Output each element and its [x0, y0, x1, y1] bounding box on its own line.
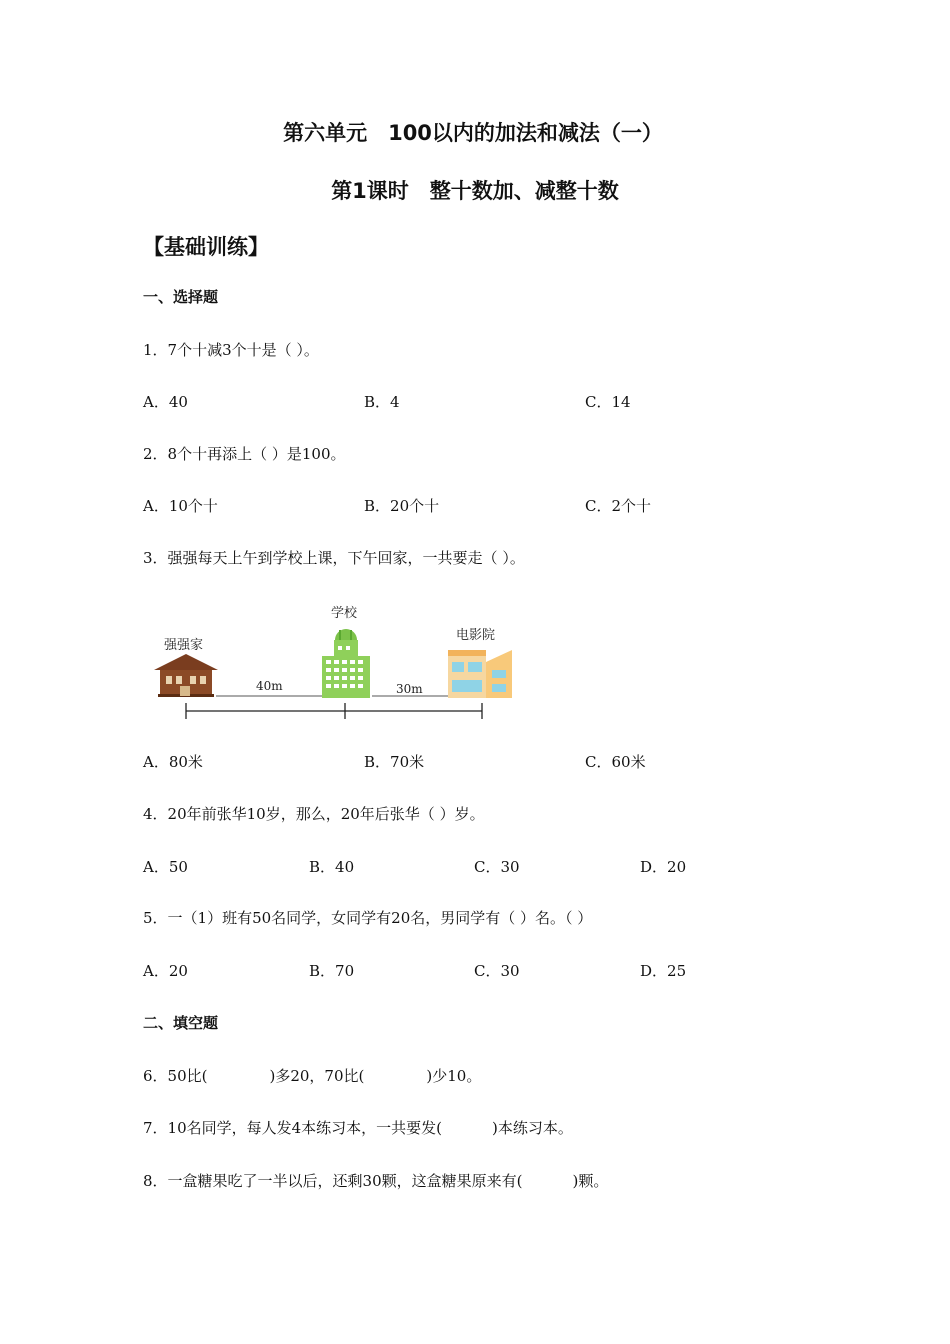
q4-option-b[interactable]: B．40	[309, 858, 355, 876]
question-6	[143, 1065, 481, 1086]
question-1: 1．7个十减3个十是（ ）。	[143, 341, 319, 359]
q6-text-b: )多20，70比(	[269, 1067, 365, 1085]
q6-text-a: 6．50比(	[143, 1067, 208, 1085]
section-heading: 【基础训练】	[143, 235, 269, 259]
q5-option-c[interactable]: C．30	[474, 962, 520, 980]
q5-option-b[interactable]: B．70	[309, 962, 355, 980]
route-diagram	[150, 598, 520, 723]
distance-label-2: 30m	[396, 682, 423, 696]
q7-text-b: )本练习本。	[492, 1119, 573, 1137]
q5-option-a[interactable]: A．20	[143, 962, 188, 980]
part1-heading: 一、选择题	[143, 288, 219, 306]
q8-text-b: )颗。	[572, 1172, 609, 1190]
question-3: 3．强强每天上午到学校上课，下午回家，一共要走（ ）。	[143, 549, 525, 567]
q4-option-d[interactable]: D．20	[640, 858, 687, 876]
question-7	[143, 1117, 573, 1138]
distance-label-1: 40m	[256, 679, 283, 693]
school-label: 学校	[331, 606, 358, 621]
q3-option-a[interactable]: A．80米	[143, 753, 203, 771]
q3-option-b[interactable]: B．70米	[364, 753, 425, 771]
q2-option-a[interactable]: A．10个十	[143, 497, 218, 515]
q8-text-a: 8．一盒糖果吃了一半以后，还剩30颗，这盒糖果原来有(	[143, 1172, 523, 1190]
question-8	[143, 1170, 608, 1191]
page-title: 第六单元 100以内的加法和减法（一）	[283, 121, 663, 145]
q4-option-a[interactable]: A．50	[143, 858, 188, 876]
page-subtitle: 第1课时 整十数加、减整十数	[331, 179, 619, 203]
q2-option-b[interactable]: B．20个十	[364, 497, 440, 515]
q1-option-c[interactable]: C．14	[585, 393, 631, 411]
question-4: 4．20年前张华10岁，那么，20年后张华（ ）岁。	[143, 805, 485, 823]
q5-option-d[interactable]: D．25	[640, 962, 687, 980]
home-label: 强强家	[164, 638, 204, 653]
q6-text-c: )少10。	[426, 1067, 482, 1085]
cinema-label: 电影院	[456, 628, 496, 643]
question-5: 5．一（1）班有50名同学，女同学有20名，男同学有（ ）名。（ ）	[143, 909, 593, 927]
part2-heading: 二、填空题	[143, 1014, 219, 1032]
q7-text-a: 7．10名同学，每人发4本练习本，一共要发(	[143, 1119, 443, 1137]
cinema-building-icon	[448, 650, 512, 698]
question-2: 2．8个十再添上（ ）是100。	[143, 445, 346, 463]
house-icon	[154, 654, 218, 697]
q1-option-a[interactable]: A．40	[143, 393, 188, 411]
q3-option-c[interactable]: C．60米	[585, 753, 646, 771]
school-building-icon	[322, 629, 370, 698]
q4-option-c[interactable]: C．30	[474, 858, 520, 876]
q2-option-c[interactable]: C．2个十	[585, 497, 652, 515]
q1-option-b[interactable]: B．4	[364, 393, 400, 411]
